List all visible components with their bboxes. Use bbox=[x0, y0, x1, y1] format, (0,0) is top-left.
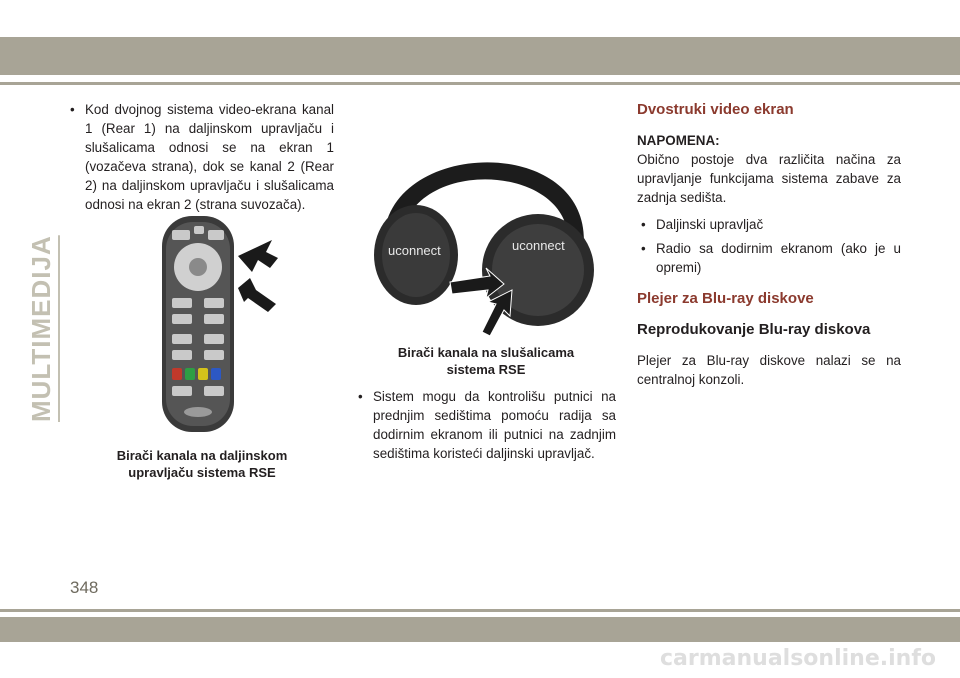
list-item: • Daljinski upravljač bbox=[637, 215, 901, 234]
section-heading: Dvostruki video ekran bbox=[637, 101, 794, 118]
headphone-logo-left: uconnect bbox=[388, 243, 441, 258]
note-label: NAPOMENA: bbox=[637, 133, 720, 148]
watermark: carmanualsonline.info bbox=[660, 646, 936, 671]
right-column bbox=[637, 100, 901, 397]
section-heading-2: Plejer za Blu-ray diskove bbox=[637, 290, 814, 307]
left-bullet-list bbox=[66, 100, 334, 214]
header-rule bbox=[0, 82, 960, 85]
paragraph: Plejer za Blu-ray diskove nalazi se na centralnoj konzoli. bbox=[637, 353, 901, 387]
footer-bar bbox=[0, 617, 960, 642]
caption-line: sistema RSE bbox=[446, 362, 526, 377]
caption-line: upravljaču sistema RSE bbox=[128, 465, 276, 480]
header-bar bbox=[0, 37, 960, 75]
headphones-figure-caption bbox=[370, 344, 602, 378]
note-text: Obično postoje dva različita načina za upravljanje funkcijama sistema zabave za zadnja sedišta. bbox=[637, 152, 901, 205]
page-number: 348 bbox=[70, 578, 99, 597]
list-item: • Sistem mogu da kontrolišu putnici na prednjim sedištima pomoću radija sa dodirnim ekranom ili putnici na zadnjim sedištima koristeći daljinski upravljač. bbox=[354, 387, 616, 463]
middle-bullet-list bbox=[354, 387, 616, 463]
middle-column bbox=[354, 387, 616, 468]
section-side-label: MULTIMEDIJA bbox=[26, 235, 56, 422]
list-item: • Kod dvojnog sistema video-ekrana kanal 1 (Rear 1) na daljinskom upravljaču i slušalicama odnosi se na ekran 1 (vozačeva strana), dok se kanal 2 (Rear 2) na daljinskom upravljaču i slušalicama odnosi na ekran 2 (strana suvozača). bbox=[66, 100, 334, 214]
left-column bbox=[66, 100, 334, 219]
right-bullet-list bbox=[637, 215, 901, 277]
headphone-logo-right: uconnect bbox=[512, 238, 565, 253]
remote-figure-caption bbox=[92, 447, 312, 481]
remote-control-figure bbox=[160, 212, 280, 437]
footer-rule bbox=[0, 609, 960, 612]
caption-line: Birači kanala na daljinskom bbox=[116, 448, 288, 463]
headphones-figure bbox=[354, 100, 616, 340]
top-margin bbox=[0, 0, 960, 37]
list-item: • Radio sa dodirnim ekranom (ako je u opremi) bbox=[637, 239, 901, 277]
subheading: Reprodukovanje Blu-ray diskova bbox=[637, 321, 871, 338]
caption-line: Birači kanala na slušalicama bbox=[397, 345, 575, 360]
